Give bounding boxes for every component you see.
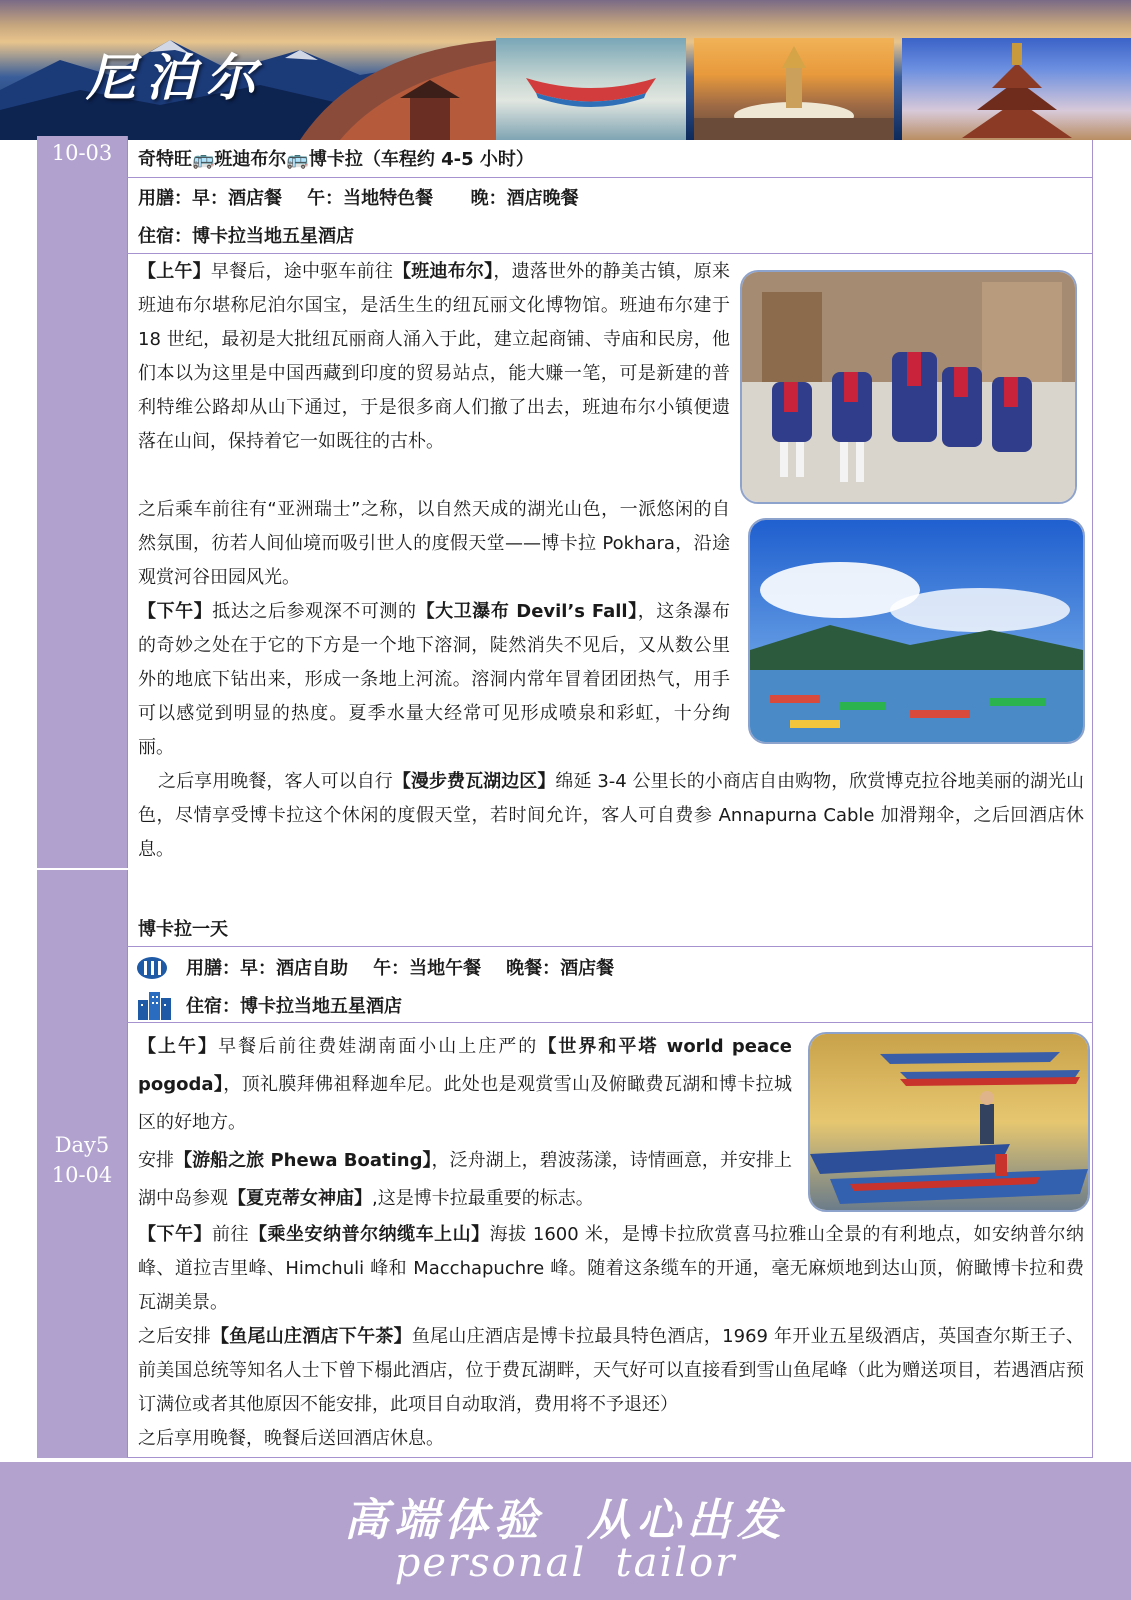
day4-date: 10-03 xyxy=(51,141,113,165)
day5-afternoon-paragraph xyxy=(138,1218,1084,1320)
day4-afternoon-paragraph xyxy=(138,595,730,765)
day5-date: 10-04 xyxy=(51,1163,113,1187)
day4-eve-place: 【漫步费瓦湖边区】 xyxy=(392,771,556,792)
day5-pm-label: 【下午】 xyxy=(138,1224,213,1245)
header-banner xyxy=(0,0,1131,140)
day5-boat-place: 【游船之旅 Phewa Boating】 xyxy=(174,1150,432,1171)
pagoda-photo xyxy=(902,38,1131,140)
day5-pm-text-1: 前往 xyxy=(212,1224,250,1245)
day5-temple-place: 【夏克蒂女神庙】 xyxy=(228,1188,372,1209)
day5-am-text-1: 早餐后前往费娃湖南面小山上庄严的 xyxy=(218,1036,539,1057)
stupa-photo xyxy=(694,38,894,140)
row-line xyxy=(127,177,1093,178)
day4-evening-paragraph xyxy=(138,765,1084,867)
table-bottom-border xyxy=(127,1457,1093,1458)
day5-boating-paragraph xyxy=(138,1142,792,1218)
day5-tea-place: 【鱼尾山庄酒店下午茶】 xyxy=(211,1326,412,1347)
day5-tea-paragraph xyxy=(138,1320,1084,1422)
hotel-building-icon xyxy=(136,990,172,1020)
day5-pm-place: 【乘坐安纳普尔纳缆车上山】 xyxy=(249,1224,490,1245)
day5-label: Day5 xyxy=(54,1133,110,1157)
day5-dinner-paragraph: 之后享用晚餐，晚餐后送回酒店休息。 xyxy=(138,1428,444,1449)
day5-boat-text-2: ，泛舟湖上，碧波荡漾，诗情画意，并安排上湖中岛参观 xyxy=(138,1150,793,1209)
day4-pm-label: 【下午】 xyxy=(138,601,213,622)
day4-pm-place: 【大卫瀑布 Devil’s Fall】 xyxy=(416,601,638,622)
phewa-lake-photo xyxy=(748,518,1085,744)
day5-pm-text-2: 海拔 1600 米，是博卡拉欣赏喜马拉雅山全景的有利地点，如安纳普尔纳峰、道拉吉里峰、Himchuli 峰和 Macchapuchre 峰。随着这条缆车的开通，毫无麻烦地到达山顶，俯瞰博卡拉和费瓦湖美景。 xyxy=(138,1224,1085,1313)
schoolchildren-photo xyxy=(740,270,1077,504)
footer-slogan-cn: 高端体验 从心出发 xyxy=(344,1495,787,1546)
day4-am-text-1: 早餐后，途中驱车前往 xyxy=(210,261,394,282)
day5-title: 博卡拉一天 xyxy=(138,919,228,940)
day4-pm-text-1: 抵达之后参观深不可测的 xyxy=(212,601,417,622)
dining-icon xyxy=(136,956,168,980)
day4-morning-paragraph xyxy=(138,255,730,459)
rowing-boats-photo xyxy=(808,1032,1090,1212)
day4-am-place: 【班迪布尔】 xyxy=(393,261,494,282)
row-line xyxy=(127,1022,1093,1023)
day5-temple-text: ,这是博卡拉最重要的标志。 xyxy=(372,1188,594,1209)
day5-tea-text-2: 鱼尾山庄酒店是博卡拉最具特色酒店，1969 年开业五星级酒店，英国查尔斯王子、前美国总统等知名人士下曾下榻此酒店，位于费瓦湖畔，天气好可以直接看到雪山鱼尾峰（此为赠送项目，若遇酒店预订满位或者其他原因不能安排，此项目自动取消，费用将不予退还） xyxy=(138,1326,1085,1415)
day4-pm-text-2: ，这条瀑布的奇妙之处在于它的下方是一个地下溶洞，陡然消失不见后，又从数公里外的地底下钻出来，形成一条地上河流。溶洞内常年冒着团团热气，用手可以感觉到明显的热度。夏季水量大经常可见形成喷泉和彩虹，十分绚丽。 xyxy=(138,601,731,758)
day5-am-place: 【世界和平塔 world peace pogoda】 xyxy=(138,1036,793,1095)
boats-photo xyxy=(496,38,686,140)
temple-swoosh-photo xyxy=(300,40,500,140)
day4-am-label: 【上午】 xyxy=(138,261,211,282)
footer-slogan-en: personal tailor xyxy=(394,1540,737,1586)
day4-eve-text-1: 之后享用晚餐，客人可以自行 xyxy=(158,771,393,792)
day4-transfer-paragraph: 之后乘车前往有“亚洲瑞士”之称，以自然天成的湖光山色，一派悠闲的自然氛围，彷若人间仙境而吸引世人的度假天堂——博卡拉 Pokhara，沿途观赏河谷田园风光。 xyxy=(138,499,730,588)
row-line xyxy=(127,253,1093,254)
day4-am-text-2: ，遗落世外的静美古镇，原来班迪布尔堪称尼泊尔国宝，是活生生的纽瓦丽文化博物馆。班迪布尔建于 18 世纪，最初是大批纽瓦丽商人涌入于此，建立起商铺、寺庙和民房，他们本以为这里是中国西藏到印度的贸易站点，能大赚一笔，可是新建的普利特维公路却从山下通过，于是很多商人们撤了出去，班迪布尔小镇便遗落在山间，保持着它一如既往的古朴。 xyxy=(138,261,730,452)
day-column xyxy=(37,136,128,1458)
day4-meals: 用膳：早：酒店餐 午：当地特色餐 晚：酒店晚餐 xyxy=(138,188,579,209)
day5-boat-text-1: 安排 xyxy=(138,1150,175,1171)
day4-title: 奇特旺🚌班迪布尔🚌博卡拉（车程约 4-5 小时） xyxy=(138,149,534,170)
day4-hotel: 住宿：博卡拉当地五星酒店 xyxy=(138,226,354,247)
day4-eve-text-2: 绵延 3-4 公里长的小商店自由购物，欣赏博克拉谷地美丽的湖光山色，尽情享受博卡拉这个休闲的度假天堂，若时间允许，客人可自费参 Annapurna Cable 加滑翔伞，之后回酒店休息。 xyxy=(138,771,1085,860)
day5-morning-paragraph xyxy=(138,1028,792,1142)
country-title: 尼泊尔 xyxy=(86,48,266,107)
day5-tea-text-1: 之后安排 xyxy=(138,1326,212,1347)
day5-hotel: 住宿：博卡拉当地五星酒店 xyxy=(186,996,402,1017)
day5-meals: 用膳：早：酒店自助 午：当地午餐 晚餐：酒店餐 xyxy=(186,958,615,979)
row-line xyxy=(127,946,1093,947)
table-right-border xyxy=(1092,140,1093,1458)
day5-am-label: 【上午】 xyxy=(138,1036,219,1057)
day-divider-left xyxy=(37,868,1093,870)
day5-am-text-2: ，顶礼膜拜佛祖释迦牟尼。此处也是观赏雪山及俯瞰费瓦湖和博卡拉城区的好地方。 xyxy=(138,1074,792,1133)
